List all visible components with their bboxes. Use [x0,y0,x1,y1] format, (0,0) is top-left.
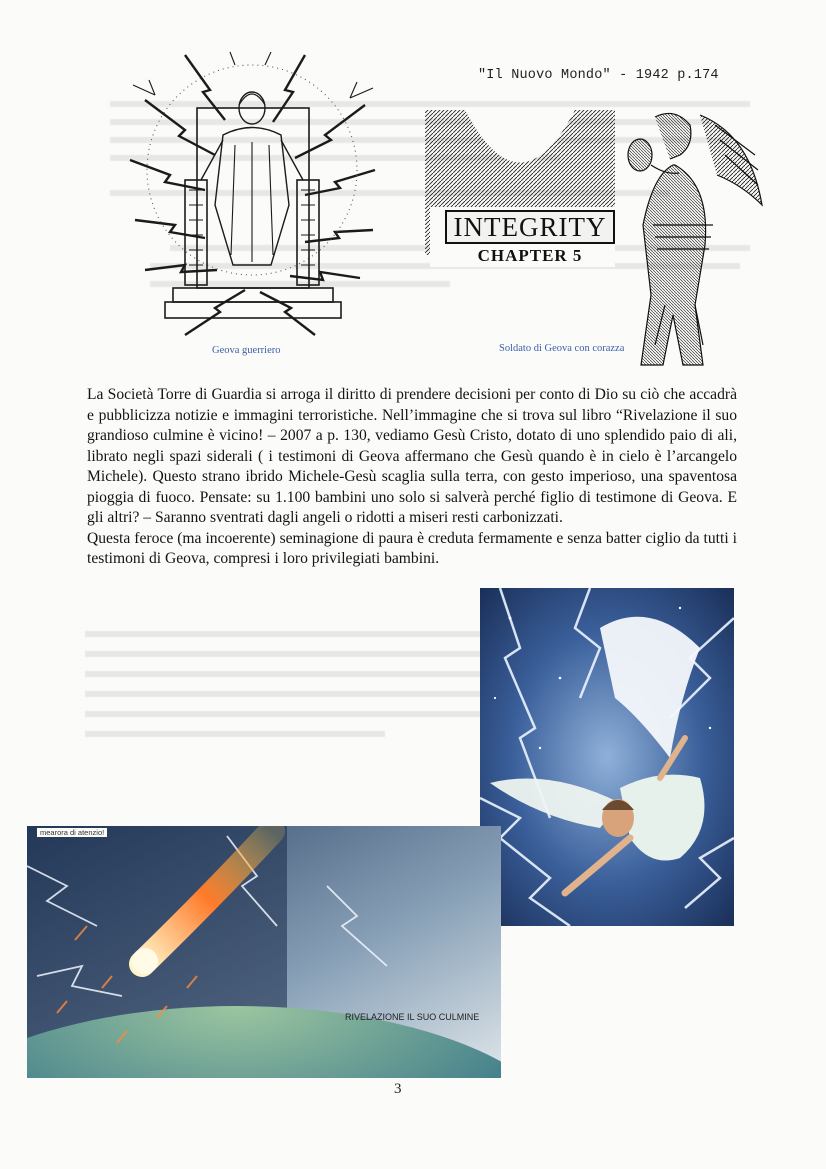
warrior-god-throne-drawing-icon [125,50,380,340]
paragraph-1: La Società Torre di Guardia si arroga il diritto di prendere decisioni per conto di Dio su ciò che accadrà e pubblicizza notizie e immagini terroristiche. Nell’immagine che si trova sul libro “Rivelazione il suo grandioso culmine è vicino! – 2007 a p. 130, vediamo Gesù Cristo, dotato di uno splendido paio di ali, librato negli spazi siderali ( i testimoni di Geova affermano che Gesù quando è in cielo è l’arcangelo Michele). Questo strano ibrido Michele-Gesù scaglia sulla terra, con gesto imperioso, una spaventosa pioggia di fuoco. Pensate: su 1.100 bambini uno solo si salverà perché figlio di testimone di Geova. E gli altri? – Saranno sventrati dagli angeli o ridotti a miseri resti carbonizzati. [87,386,737,526]
soldier-figure [425,105,765,373]
winged-archangel-lightning-painting-icon [480,588,734,926]
integrity-title-block [445,210,615,266]
source-reference: "Il Nuovo Mondo" - 1942 p.174 [478,68,719,83]
article-body [87,385,737,570]
bleed-lines-middle [85,625,485,745]
page-number: 3 [394,1081,402,1097]
soldier-caption: Soldato di Geova con corazza [499,343,625,354]
paragraph-2-text: Questa feroce (ma incoerente) seminagione di paura è creduta fermamente e senza batter ciglio da tutti i testimoni di Geova, compresi i loro privilegiati bambini. [87,529,737,567]
meteor-figure [27,826,501,1078]
chapter-subtitle: CHAPTER 5 [477,246,583,265]
fiery-meteor-over-earth-painting-icon [27,826,501,1078]
throne-figure [125,50,380,356]
meteor-top-label: mearora di atenzio! [37,828,107,837]
throne-caption: Geova guerriero [212,345,281,356]
integrity-title: INTEGRITY [445,210,615,244]
reverse-side-bleed-through-middle [85,625,485,751]
meteor-bottom-label: RIVELAZIONE IL SUO CULMINE [345,1012,480,1022]
archangel-figure [480,588,734,926]
paragraph-2 [87,529,737,570]
